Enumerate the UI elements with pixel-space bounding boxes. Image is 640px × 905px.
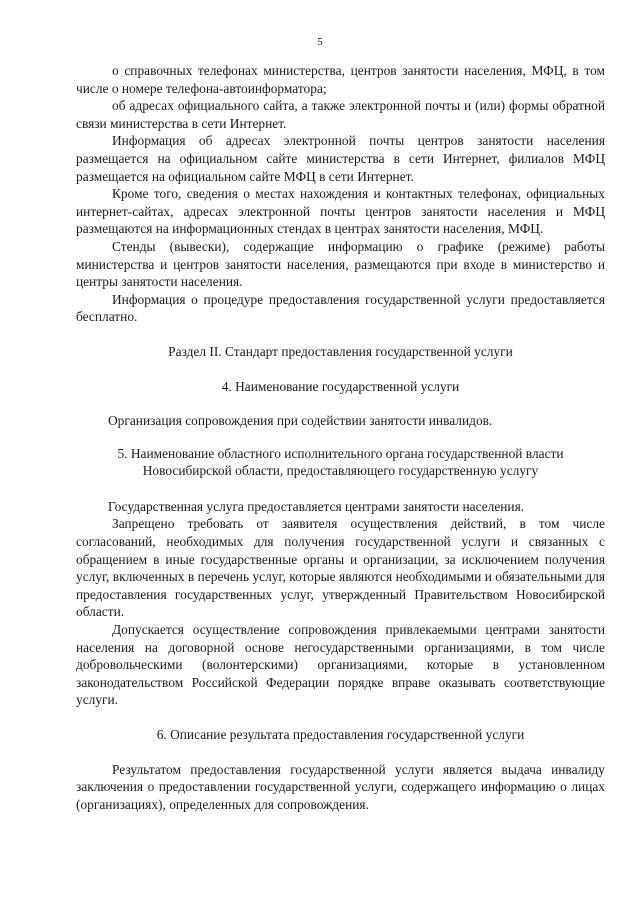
heading-service-name: 4. Наименование государственной услуги bbox=[221, 378, 460, 394]
paragraph-phones: о справочных телефонах министерства, центров занятости населения, МФЦ, в том числе о номере телефона-автоинформатора; bbox=[76, 63, 605, 96]
heading-authority-line2: Новосибирской области, предоставляющего государственную услугу bbox=[142, 463, 539, 479]
paragraph-service-name: Организация сопровождения при содействии занятости инвалидов. bbox=[108, 413, 493, 429]
paragraph-prohibition: Запрещено требовать от заявителя осуществления действий, в том числе согласований, необходимых для получения государственной услуги и связанных с обращением в иные государственные органы и организации, за исключением получения услуг, включенных в перечень услуг, которые являются необходимыми и обязательными для предоставления государственных услуг, утвержденный Правительством Новосибирской области. bbox=[76, 516, 605, 620]
paragraph-schedule-stands: Стенды (вывески), содержащие информацию о графике (режиме) работы министерства и центров занятости населения, размещаются при входе в министерство и центры занятости населения. bbox=[76, 238, 605, 290]
section-heading: Раздел II. Стандарт предоставления государственной услуги bbox=[168, 343, 513, 359]
paragraph-website: об адресах официального сайта, а также электронной почты и (или) формы обратной связи министерства в сети Интернет. bbox=[76, 98, 605, 131]
paragraph-stands-info: Кроме того, сведения о местах нахождения и контактных телефонах, официальных интернет-сайтах, адресах электронной почты центров занятости населения и МФЦ размещаются на информационных стендах в центрах занятости населения, МФЦ. bbox=[76, 186, 605, 237]
paragraph-free-info: Информация о процедуре предоставления государственной услуги предоставляется бесплатно. bbox=[76, 291, 605, 325]
page-number: 5 bbox=[317, 36, 323, 48]
paragraph-provider: Государственная услуга предоставляется центрами занятости населения. bbox=[108, 498, 525, 514]
heading-result: 6. Описание результата предоставления государственной услуги bbox=[156, 727, 525, 742]
paragraph-result: Результатом предоставления государственной услуги является выдача инвалиду заключения о предоставлении государственной услуги, содержащего информацию о лицах (организациях), определенных для сопровождения. bbox=[76, 761, 605, 812]
heading-authority-line1: 5. Наименование областного исполнительного органа государственной власти bbox=[117, 445, 564, 461]
paragraph-ngo-support: Допускается осуществление сопровождения привлекаемыми центрами занятости населения на договорной основе негосударственными организациями, в том числе добровольческими (волонтерскими) организациями, которые в установленном законодательством Российской Федерации порядке вправе оказывать соответствующие услуги. bbox=[76, 622, 605, 708]
paragraph-email-info: Информация об адресах электронной почты центров занятости населения размещается на официальном сайте министерства в сети Интернет, филиалов МФЦ размещается на официальном сайте МФЦ в сети Интернет. bbox=[76, 133, 605, 184]
document-body bbox=[76, 62, 605, 813]
